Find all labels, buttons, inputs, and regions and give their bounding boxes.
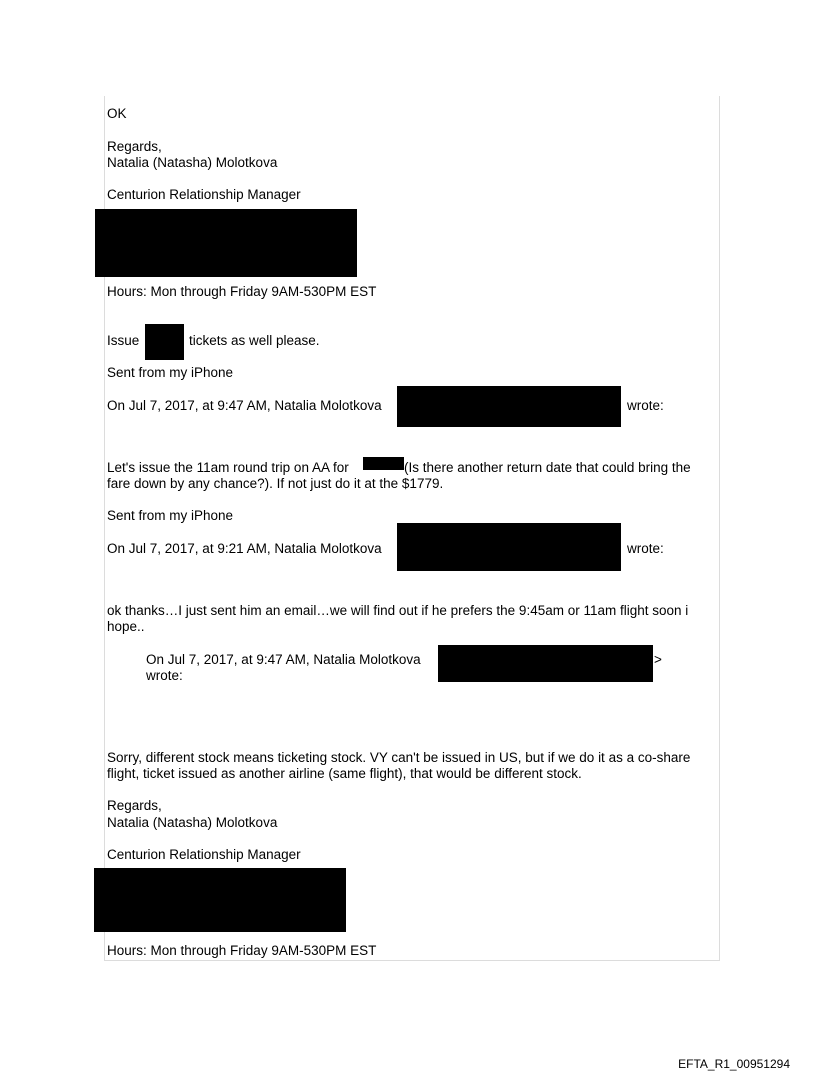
message-body-part1: Let's issue the 11am round trip on AA for bbox=[107, 460, 349, 475]
message-body: ok thanks…I just sent him an email…we will find out if he prefers the 9:45am or 11am flight soon i hope.. bbox=[107, 603, 689, 634]
quote-wrote: wrote: bbox=[627, 541, 664, 556]
signature-name: Natalia (Natasha) Molotkova bbox=[107, 155, 278, 170]
redaction-box bbox=[95, 209, 357, 277]
signature-title: Centurion Relationship Manager bbox=[107, 847, 301, 862]
issue-prefix: Issue bbox=[107, 333, 140, 348]
quote-wrote: wrote: bbox=[627, 398, 664, 413]
document-id: EFTA_R1_00951294 bbox=[678, 1057, 790, 1071]
redaction-box bbox=[438, 645, 653, 682]
signature-regards: Regards, bbox=[107, 798, 162, 813]
nested-quote-wrote: wrote: bbox=[146, 668, 183, 683]
reply-ok: OK bbox=[107, 106, 127, 121]
signature-hours: Hours: Mon through Friday 9AM-530PM EST bbox=[107, 943, 377, 958]
quote-header: On Jul 7, 2017, at 9:21 AM, Natalia Molotkova bbox=[107, 541, 382, 556]
signature-name: Natalia (Natasha) Molotkova bbox=[107, 815, 278, 830]
message-body-part2: (Is there another return date that could bring the fare down by any chance?). If not just do it at the $1779. bbox=[107, 460, 691, 491]
message-body: Sorry, different stock means ticketing stock. VY can't be issued in US, but if we do it as a co-share flight, ticket issued as another airline (same flight), that would be different stock. bbox=[107, 750, 691, 781]
sent-from-iphone: Sent from my iPhone bbox=[107, 365, 234, 380]
sent-from-iphone: Sent from my iPhone bbox=[107, 508, 234, 523]
redaction-box bbox=[397, 386, 621, 427]
redaction-box bbox=[397, 523, 621, 571]
nested-quote-header: On Jul 7, 2017, at 9:47 AM, Natalia Molotkova bbox=[146, 652, 421, 667]
nested-quote-gt: > bbox=[654, 652, 662, 667]
issue-suffix: tickets as well please. bbox=[189, 333, 320, 348]
redaction-box bbox=[145, 324, 184, 360]
signature-title: Centurion Relationship Manager bbox=[107, 187, 301, 202]
redaction-box bbox=[94, 868, 346, 932]
signature-hours: Hours: Mon through Friday 9AM-530PM EST bbox=[107, 284, 377, 299]
quote-header: On Jul 7, 2017, at 9:47 AM, Natalia Molotkova bbox=[107, 398, 382, 413]
signature-regards: Regards, bbox=[107, 139, 162, 154]
